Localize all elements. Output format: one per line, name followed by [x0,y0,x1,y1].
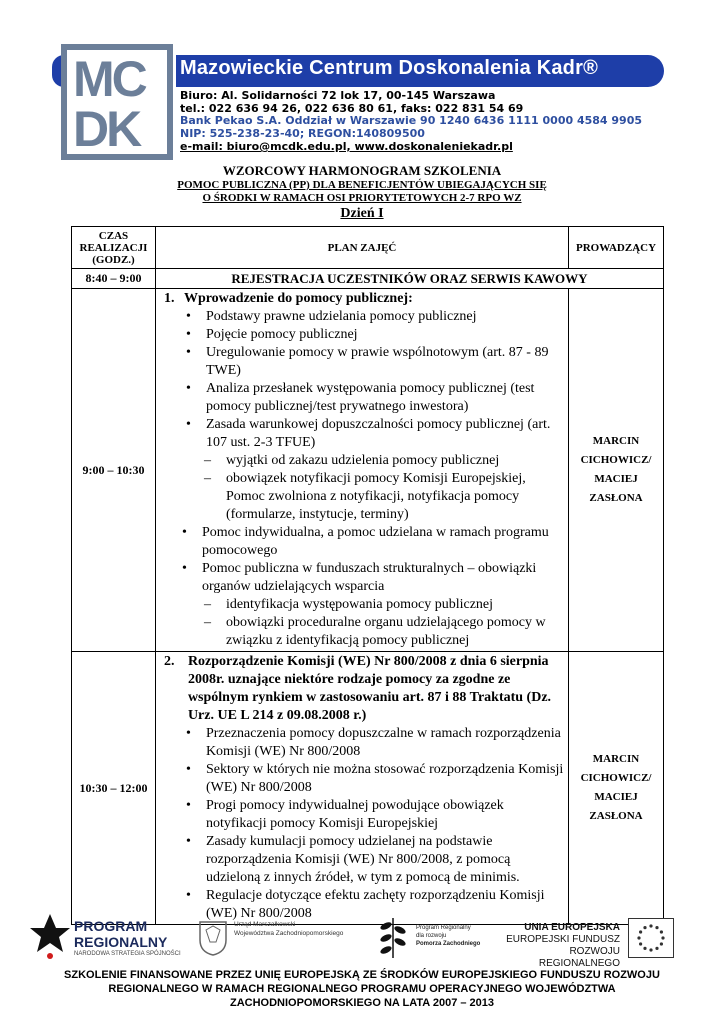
program-regionalny-text [74,918,181,959]
phone-line: tel.: 022 636 94 26, 022 636 80 61, faks: 022 831 54 69 [180,102,524,115]
list-item: • Pojęcie pomocy publicznej [185,327,358,342]
list-item: • Sektory w których nie można stosować rozporządzenia Komisji (WE) Nr 800/2008 [185,762,564,795]
trainer-line: MARCIN [592,753,640,765]
list-item: • Regulacje dotyczące efektu zachęty rozporządzeniu Komisji (WE) Nr 800/2008 [185,888,545,921]
logo-text-top: MC [73,51,145,107]
trainer-line: ZASŁONA [589,810,643,822]
pr-text-2: dla rozwoju [416,933,447,939]
coat-of-arms-icon [198,920,228,956]
dash-icon: – [203,615,211,630]
list-item: – wyjątki od zakazu udzielenia pomocy publicznej [203,453,500,468]
bullet-icon: • [185,417,191,432]
header-time-line-1: CZAS [98,229,129,242]
registration-time: 8:40 – 9:00 [72,269,156,289]
urzad-text [234,920,343,938]
block1-title: Wprowadzenie do pomocy publicznej: [183,291,413,306]
table-row [72,652,664,925]
program-regionalny-pz-text [416,924,480,948]
program-text-1: PROGRAM [74,918,148,934]
bullet-icon: • [185,309,191,324]
header-time [72,227,156,269]
day-label: Dzień I [340,206,384,221]
program-regionalny-logo-icon [28,912,72,962]
urzad-text-1: Urząd Marszałkowski [234,921,296,928]
list-item: – obowiązki proceduralne organu udzielającego pomocy w związku z identyfikacją pomocy publicznej [203,615,546,648]
list-item: • Przeznaczenia pomocy dopuszczalne w ramach rozporządzenia Komisji (WE) Nr 800/2008 [185,726,561,759]
pr-text-3: Pomorza Zachodniego [416,941,481,947]
organization-title: Mazowieckie Centrum Doskonalenia Kadr® [180,57,599,79]
dash-icon: – [203,471,211,486]
block1-list [160,308,564,650]
email-line: e-mail: biuro@mcdk.edu.pl, www.doskonaleniekadr.pl [180,140,513,153]
list-item: • Podstawy prawne udzielania pomocy publicznej [185,309,477,324]
header-time-line-3: (GODZ.) [92,253,135,266]
logo-text-bottom: DK [73,101,140,157]
pr-text-1: Program Regionalny [416,925,471,931]
list-item: • Pomoc publiczna w funduszach strukturalnych – obowiązki organów udzielających wsparcia [181,561,537,594]
block1-number: 1. [163,291,175,306]
program-text-2: REGIONALNY [74,934,168,950]
document-subtitle-2: O ŚRODKI W RAMACH OSI PRIORYTETOWYCH 2-7 RPO WZ [202,192,522,204]
eu-text-3: ROZWOJU REGIONALNEGO [538,946,620,969]
eu-text-2: EUROPEJSKI FUNDUSZ [506,934,620,945]
footer-funding-note [20,968,704,1010]
header-time-line-2: REALIZACJI [79,241,148,254]
block1-heading [160,290,564,308]
table-header-row [72,227,664,269]
list-item: • Pomoc indywidualna, a pomoc udzielana w ramach programu pomocowego [181,525,549,558]
trainer-line: MARCIN [592,435,640,447]
bullet-icon: • [185,726,191,741]
document-subtitle-1: POMOC PUBLICZNA (PP) DLA BENEFICJENTÓW UBIEGAJĄCYCH SIĘ [177,179,547,191]
trainer-line: MACIEJ [594,473,638,485]
list-item: • Progi pomocy indywidualnej powodujące obowiązek notyfikacji pomocy Komisji Europejskiej [185,798,504,831]
footer-line-3: ZACHODNIOPOMORSKIEGO NA LATA 2007 – 2013 [229,997,495,1009]
footer-line-1: SZKOLENIE FINANSOWANE PRZEZ UNIĘ EUROPEJSKĄ ZE ŚRODKÓW EUROPEJSKIEGO FUNDUSZU ROZWOJU [64,969,660,981]
footer-line-2: REGIONALNEGO W RAMACH REGIONALNEGO PROGRAMU OPERACYJNEGO WOJEWÓDZTWA [108,983,616,995]
block2-trainer [569,652,664,925]
block2-heading [160,653,564,725]
header-trainer: PROWADZĄCY [569,227,664,269]
bullet-icon: • [181,525,187,540]
block2-list [160,725,564,923]
nip-line: NIP: 525-238-23-40; REGON:140809500 [180,127,425,140]
block2-number: 2. [163,654,175,669]
eu-text-1: UNIA EUROPEJSKA [524,922,620,933]
block1-trainer [569,289,664,652]
list-item: • Zasady kumulacji pomocy udzielanej na podstawie rozporządzenia Komisji (WE) Nr 800/2008, z pomocą udzieloną z innych źródeł, w tym z pomocą de minimis. [185,834,520,885]
header-plan: PLAN ZAJĘĆ [155,227,568,269]
block2-plan [155,652,568,925]
dash-icon: – [203,453,211,468]
bullet-icon: • [185,834,191,849]
list-item: • Analiza przesłanek występowania pomocy publicznej (test pomocy publicznej/test prywatnego inwestora) [185,381,535,414]
list-item: – identyfikacja występowania pomocy publicznej [203,597,494,612]
eu-text [488,922,620,970]
bullet-icon: • [185,327,191,342]
schedule-table [71,226,664,925]
mcdk-logo [61,44,173,160]
registration-text: REJESTRACJA UCZESTNIKÓW ORAZ SERWIS KAWOWY [155,269,663,289]
block1-time: 9:00 – 10:30 [72,289,156,652]
bank-line: Bank Pekao S.A. Oddział w Warszawie 90 1240 6436 1111 0000 4584 9905 [180,114,643,127]
bullet-icon: • [185,888,191,903]
trainer-line: CICHOWICZ/ [580,454,652,466]
trainer-line: MACIEJ [594,791,638,803]
bullet-icon: • [185,798,191,813]
block2-time: 10:30 – 12:00 [72,652,156,925]
block2-title: Rozporządzenie Komisji (WE) Nr 800/2008 z dnia 6 sierpnia 2008r. uznające niektóre rodzaje pomocy za zgodne ze wspólnym rynkiem w zastosowaniu art. 87 i 88 Traktatu (Dz. Urz. UE L 214 z 09.08.2008 r.) [187,654,552,723]
list-item: • Zasada warunkowej dopuszczalności pomocy publicznej (art. 107 ust. 2-3 TFUE) [185,417,551,450]
program-text-3: NARODOWA STRATEGIA SPÓJNOŚCI [74,951,181,957]
dash-icon: – [203,597,211,612]
list-item: – obowiązek notyfikacji pomocy Komisji Europejskiej, Pomoc zwolniona z notyfikacji, notyfikacja pomocy (formularze, instytucje, terminy) [203,471,526,522]
table-row [72,289,664,652]
trainer-line: CICHOWICZ/ [580,772,652,784]
urzad-text-2: Województwa Zachodniopomorskiego [234,930,344,937]
trainer-line: ZASŁONA [589,492,643,504]
bullet-icon: • [181,561,187,576]
bullet-icon: • [185,762,191,777]
block1-plan [155,289,568,652]
list-item: • Uregulowanie pomocy w prawie wspólnotowym (art. 87 - 89 TWE) [185,345,549,378]
title-bar [176,55,664,87]
document-title: WZORCOWY HARMONOGRAM SZKOLENIA [222,163,502,178]
bullet-icon: • [185,345,191,360]
bullet-icon: • [185,381,191,396]
eu-flag-icon [628,918,674,958]
leaf-logo-icon [376,914,410,960]
table-row [72,269,664,289]
address-line: Biuro: Al. Solidarności 72 lok 17, 00-145 Warszawa [180,89,496,102]
